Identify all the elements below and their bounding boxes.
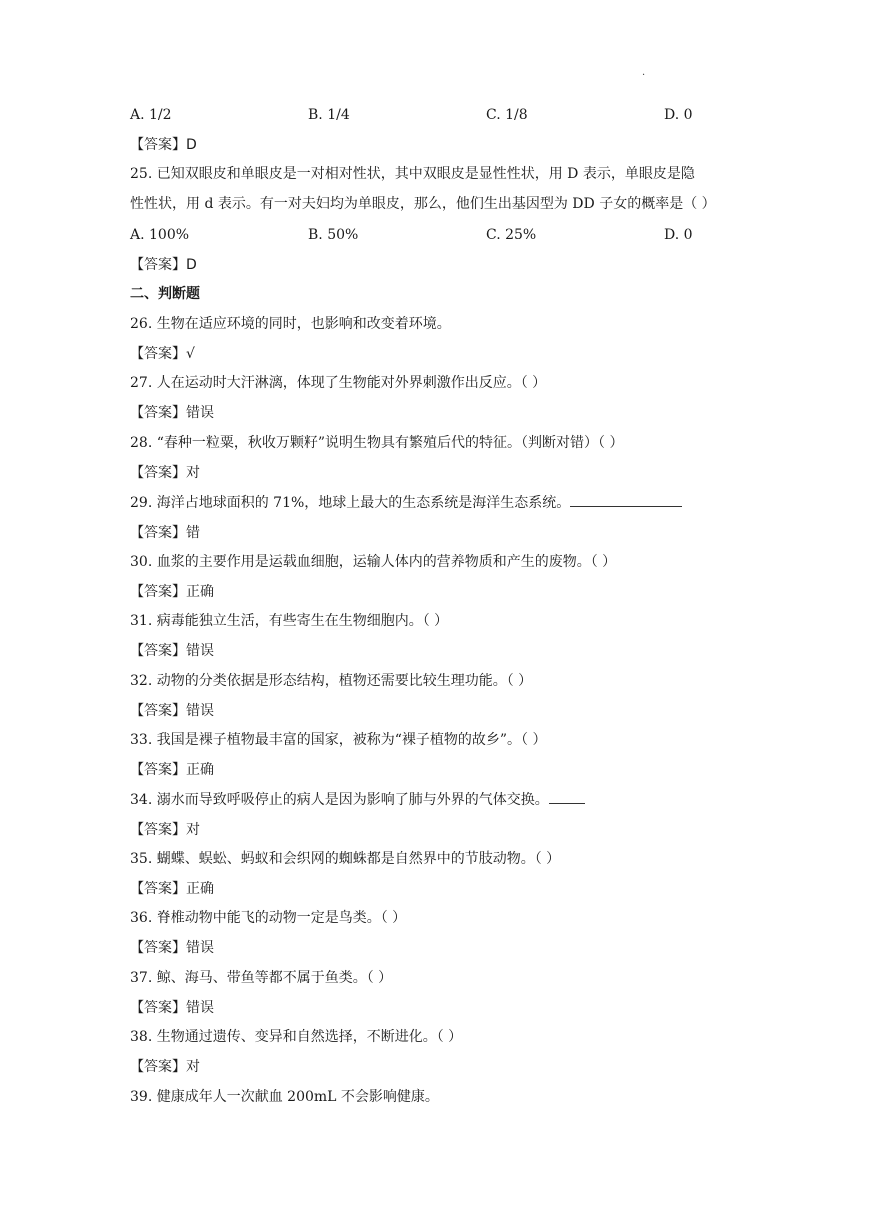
q24-option-d: D. 0	[664, 107, 693, 123]
answer-28: 【答案】对	[130, 465, 200, 481]
answer-36: 【答案】错误	[130, 940, 214, 956]
q25-option-d: D. 0	[664, 227, 693, 243]
answer-34: 【答案】对	[130, 822, 200, 838]
question-29-text: 29. 海洋占地球面积的 71%，地球上最大的生态系统是海洋生态系统。	[130, 495, 571, 511]
q25-stem-line2: 性性状，用 d 表示。有一对夫妇均为单眼皮，那么，他们生出基因型为 DD 子女的概率是（ ）	[130, 196, 716, 212]
answer-26: 【答案】√	[130, 346, 195, 362]
answer-35: 【答案】正确	[130, 881, 214, 897]
question-27: 27. 人在运动时大汗淋漓，体现了生物能对外界刺激作出反应。（ ）	[130, 375, 547, 391]
question-39: 39. 健康成年人一次献血 200mL 不会影响健康。	[130, 1089, 439, 1105]
answer-31: 【答案】错误	[130, 643, 214, 659]
question-37: 37. 鲸、海马、带鱼等都不属于鱼类。（ ）	[130, 970, 393, 986]
answer-blank	[549, 791, 585, 804]
question-30: 30. 血浆的主要作用是运载血细胞，运输人体内的营养物质和产生的废物。（ ）	[130, 554, 617, 570]
question-29	[130, 494, 682, 512]
answer-29: 【答案】错	[130, 525, 200, 541]
answer-37: 【答案】错误	[130, 1000, 214, 1016]
q25-answer: 【答案】D	[130, 257, 197, 273]
question-31: 31. 病毒能独立生活，有些寄生在生物细胞内。（ ）	[130, 613, 449, 629]
question-36: 36. 脊椎动物中能飞的动物一定是鸟类。（ ）	[130, 910, 407, 926]
q24-option-a: A. 1/2	[130, 107, 172, 123]
q25-stem-line1: 25. 已知双眼皮和单眼皮是一对相对性状，其中双眼皮是显性性状，用 D 表示，单眼皮是隐	[130, 166, 695, 182]
q25-option-c: C. 25%	[486, 227, 537, 243]
question-38: 38. 生物通过遗传、变异和自然选择，不断进化。（ ）	[130, 1029, 463, 1045]
answer-32: 【答案】错误	[130, 703, 214, 719]
question-34	[130, 791, 585, 809]
answer-27: 【答案】错误	[130, 405, 214, 421]
question-34-text: 34. 溺水而导致呼吸停止的病人是因为影响了肺与外界的气体交换。	[130, 792, 549, 808]
answer-blank	[570, 494, 682, 507]
answer-38: 【答案】对	[130, 1059, 200, 1075]
question-32: 32. 动物的分类依据是形态结构，植物还需要比较生理功能。（ ）	[130, 673, 533, 689]
q24-option-c: C. 1/8	[486, 107, 528, 123]
question-35: 35. 蝴蝶、蜈蚣、蚂蚁和会织网的蜘蛛都是自然界中的节肢动物。（ ）	[130, 851, 561, 867]
question-33: 33. 我国是裸子植物最丰富的国家，被称为“裸子植物的故乡”。（ ）	[130, 732, 547, 748]
section-title: 二、判断题	[130, 286, 200, 302]
q24-answer: 【答案】D	[130, 137, 197, 153]
answer-30: 【答案】正确	[130, 584, 214, 600]
question-28: 28. “春种一粒粟，秋收万颗籽”说明生物具有繁殖后代的特征。（判断对错）（ ）	[130, 435, 624, 451]
q25-option-b: B. 50%	[308, 227, 359, 243]
answer-33: 【答案】正确	[130, 762, 214, 778]
page-mark: ·	[642, 70, 646, 81]
question-26: 26. 生物在适应环境的同时，也影响和改变着环境。	[130, 316, 451, 332]
q24-option-b: B. 1/4	[308, 107, 350, 123]
q25-option-a: A. 100%	[130, 227, 190, 243]
